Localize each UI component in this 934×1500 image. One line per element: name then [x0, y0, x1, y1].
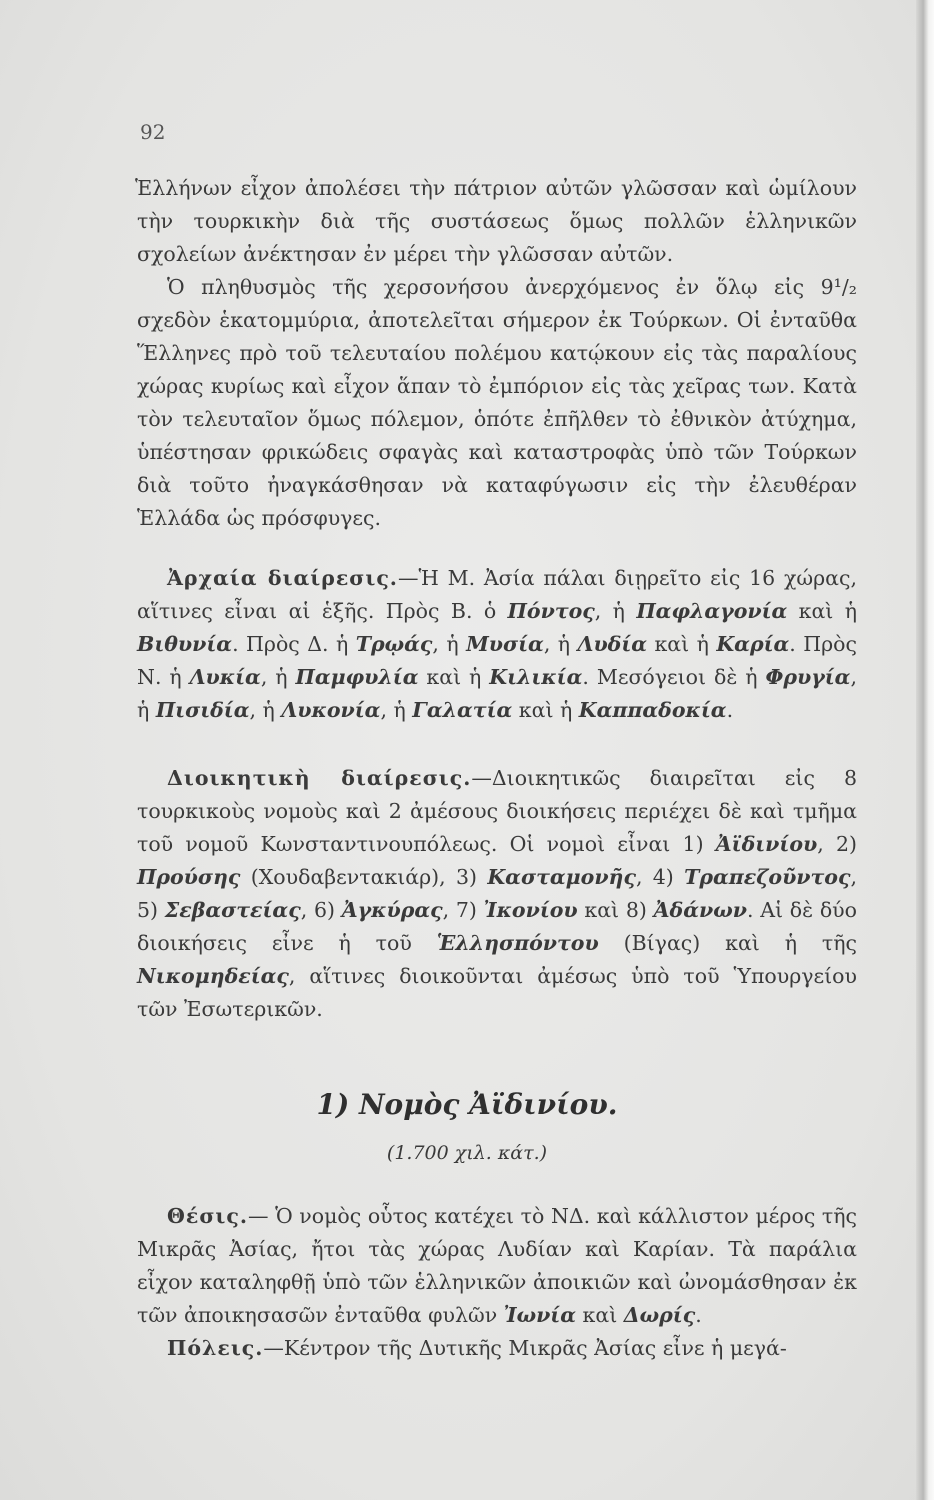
text-run: , ἡ: [380, 698, 413, 722]
region-name: Τρῳάς: [355, 632, 433, 656]
district-name: Νικομηδείας: [137, 964, 289, 988]
text-run: καὶ ἡ: [647, 632, 717, 656]
text-run: —Διοικητικῶς διαιρεῖται εἰς 8 τουρκικοὺς νομοὺς καὶ 2 ἀμέσους διοικήσεις περιέχει δὲ καὶ τμῆμα τοῦ νομοῦ Κωνσταντινουπόλεως. Οἱ νομοὶ εἶναι 1): [137, 766, 857, 856]
text-run: .: [695, 1303, 702, 1327]
text-run: , 2): [817, 832, 857, 856]
text-run: , ἡ: [137, 665, 857, 722]
text-run: , ἡ: [249, 698, 282, 722]
prefecture-name: Ἀϊδινίου: [715, 832, 818, 856]
section-administrative-division: [137, 762, 857, 1026]
section-ancient-division: [137, 562, 857, 727]
section-heading: Διοικητικὴ διαίρεσις.: [167, 766, 472, 790]
prefecture-name: Προύσης: [137, 865, 241, 889]
region-name: Βιθυνία: [137, 632, 233, 656]
prefecture-name: Ἰκονίου: [483, 898, 578, 922]
text-run: καὶ: [576, 1303, 624, 1327]
text-run: καὶ ἡ: [512, 698, 579, 722]
text-run: , 5): [137, 865, 857, 922]
text-run: , ἡ: [543, 632, 578, 656]
region-name: Λυδία: [577, 632, 648, 656]
page-number: 92: [140, 120, 166, 144]
region-name: Φρυγία: [765, 665, 851, 689]
text-run: . Πρὸς Δ. ἡ: [232, 632, 356, 656]
section-prefecture-aidin: [137, 1200, 857, 1365]
region-name: Ἰωνία: [503, 1303, 577, 1327]
paragraph-ancient-division: [137, 562, 857, 727]
text-run: καὶ ἡ: [418, 665, 490, 689]
prefecture-name: Ἀδάνων: [653, 898, 747, 922]
text-run: , αἵτινες διοικοῦνται ἀμέσως ὑπὸ τοῦ Ὑπουργείου τῶν Ἐσωτερικῶν.: [137, 964, 857, 1021]
section-heading: Πόλεις.: [167, 1336, 264, 1360]
text-run: , ἡ: [432, 632, 467, 656]
section-intro: [137, 172, 857, 535]
text-run: — Ὁ νομὸς οὗτος κατέχει τὸ ΝΔ. καὶ κάλλιστον μέρος τῆς Μικρᾶς Ἀσίας, ἤτοι τὰς χώρας Λυδίαν καὶ Καρίαν. Τὰ παράλια εἶχον καταληφθῇ ὑπὸ τῶν ἑλληνικῶν ἀποικιῶν καὶ ὠνομάσθησαν ἐκ τῶν ἀποικησασῶν ἐνταῦθα φυλῶν: [137, 1204, 857, 1327]
prefecture-name: Ἀγκύρας: [341, 898, 443, 922]
region-name: Καρία: [716, 632, 790, 656]
region-name: Καππαδοκία: [578, 698, 727, 722]
region-name: Λυκονία: [281, 698, 381, 722]
chapter-heading: 1) Νομὸς Ἀϊδινίου.: [316, 1088, 618, 1121]
text-run: καὶ ἡ: [787, 599, 857, 623]
text-run: . Μεσόγειοι δὲ ἡ: [582, 665, 766, 689]
page-edge: [916, 0, 934, 1500]
text-run: . Πρὸς Ν. ἡ: [137, 632, 857, 689]
text-run: (Χουδαβεντακιάρ), 3): [240, 865, 488, 889]
text-run: , 6): [300, 898, 342, 922]
region-name: Παμφυλία: [295, 665, 419, 689]
text-run: καὶ 8): [577, 898, 654, 922]
chapter-subheading: (1.700 χιλ. κάτ.): [386, 1142, 548, 1164]
text-run: .: [726, 698, 734, 722]
text-run: , 4): [635, 865, 685, 889]
text-run: . Αἱ δὲ δύο διοικήσεις εἶνε ἡ τοῦ: [137, 898, 857, 955]
paragraph-position: [137, 1200, 857, 1332]
text-run: (Βίγας) καὶ ἡ τῆς: [598, 931, 857, 955]
text-run: , 7): [442, 898, 484, 922]
region-name: Παφλαγονία: [636, 599, 788, 623]
section-heading: Ἀρχαία διαίρεσις.: [167, 566, 398, 590]
prefecture-name: Σεβαστείας: [164, 898, 301, 922]
region-name: Λυκία: [189, 665, 261, 689]
region-name: Πισιδία: [155, 698, 250, 722]
paragraph-administrative-division: [137, 762, 857, 1026]
region-name: Κιλικία: [489, 665, 583, 689]
text-run: —Ἡ Μ. Ἀσία πάλαι διῃρεῖτο εἰς 16 χώρας, αἵτινες εἶναι αἱ ἑξῆς. Πρὸς Β. ὁ: [137, 566, 857, 623]
text-run: , ἡ: [260, 665, 296, 689]
text-run: —Κέντρον τῆς Δυτικῆς Μικρᾶς Ἀσίας εἶνε ἡ μεγά-: [263, 1336, 787, 1360]
paragraph-2: Ὁ πληθυσμὸς τῆς χερσονήσου ἀνερχόμενος ἐν ὅλῳ εἰς 9¹/₂ σχεδὸν ἑκατομμύρια, ἀποτελεῖται σήμερον ἐκ Τούρκων. Οἱ ἐνταῦθα Ἕλληνες πρὸ τοῦ τελευταίου πολέμου κατῴκουν εἰς τὰς παραλίους χώρας κυρίως καὶ εἶχον ἅπαν τὸ ἐμπόριον εἰς τὰς χεῖρας των. Κατὰ τὸν τελευταῖον ὅμως πόλεμον, ὁπότε ἐπῆλθεν τὸ ἐθνικὸν ἀτύχημα, ὑπέστησαν φρικώδεις σφαγὰς καὶ καταστροφὰς ὑπὸ τῶν Τούρκων διὰ τοῦτο ἠναγκάσθησαν νὰ καταφύγωσιν εἰς τὴν ἐλευθέραν Ἑλλάδα ὡς πρόσφυγες.: [137, 275, 857, 530]
region-name: Πόντος: [507, 599, 595, 623]
district-name: Ἑλλησπόντου: [436, 931, 599, 955]
text-run: , ἡ: [594, 599, 637, 623]
region-name: Δωρίς: [623, 1303, 696, 1327]
paragraph-cities: [137, 1332, 857, 1365]
paragraph-1: Ἑλλήνων εἶχον ἀπολέσει τὴν πάτριον αὐτῶν γλῶσσαν καὶ ὡμίλουν τὴν τουρκικὴν διὰ τῆς συστάσεως ὅμως πολλῶν ἑλληνικῶν σχολείων ἀνέκτησαν ἐν μέρει τὴν γλῶσσαν αὐτῶν.: [135, 176, 857, 266]
prefecture-name: Κασταμονῆς: [487, 865, 636, 889]
section-heading: Θέσις.: [167, 1204, 248, 1228]
region-name: Γαλατία: [412, 698, 513, 722]
region-name: Μυσία: [466, 632, 544, 656]
prefecture-name: Τραπεζοῦντος: [684, 865, 851, 889]
